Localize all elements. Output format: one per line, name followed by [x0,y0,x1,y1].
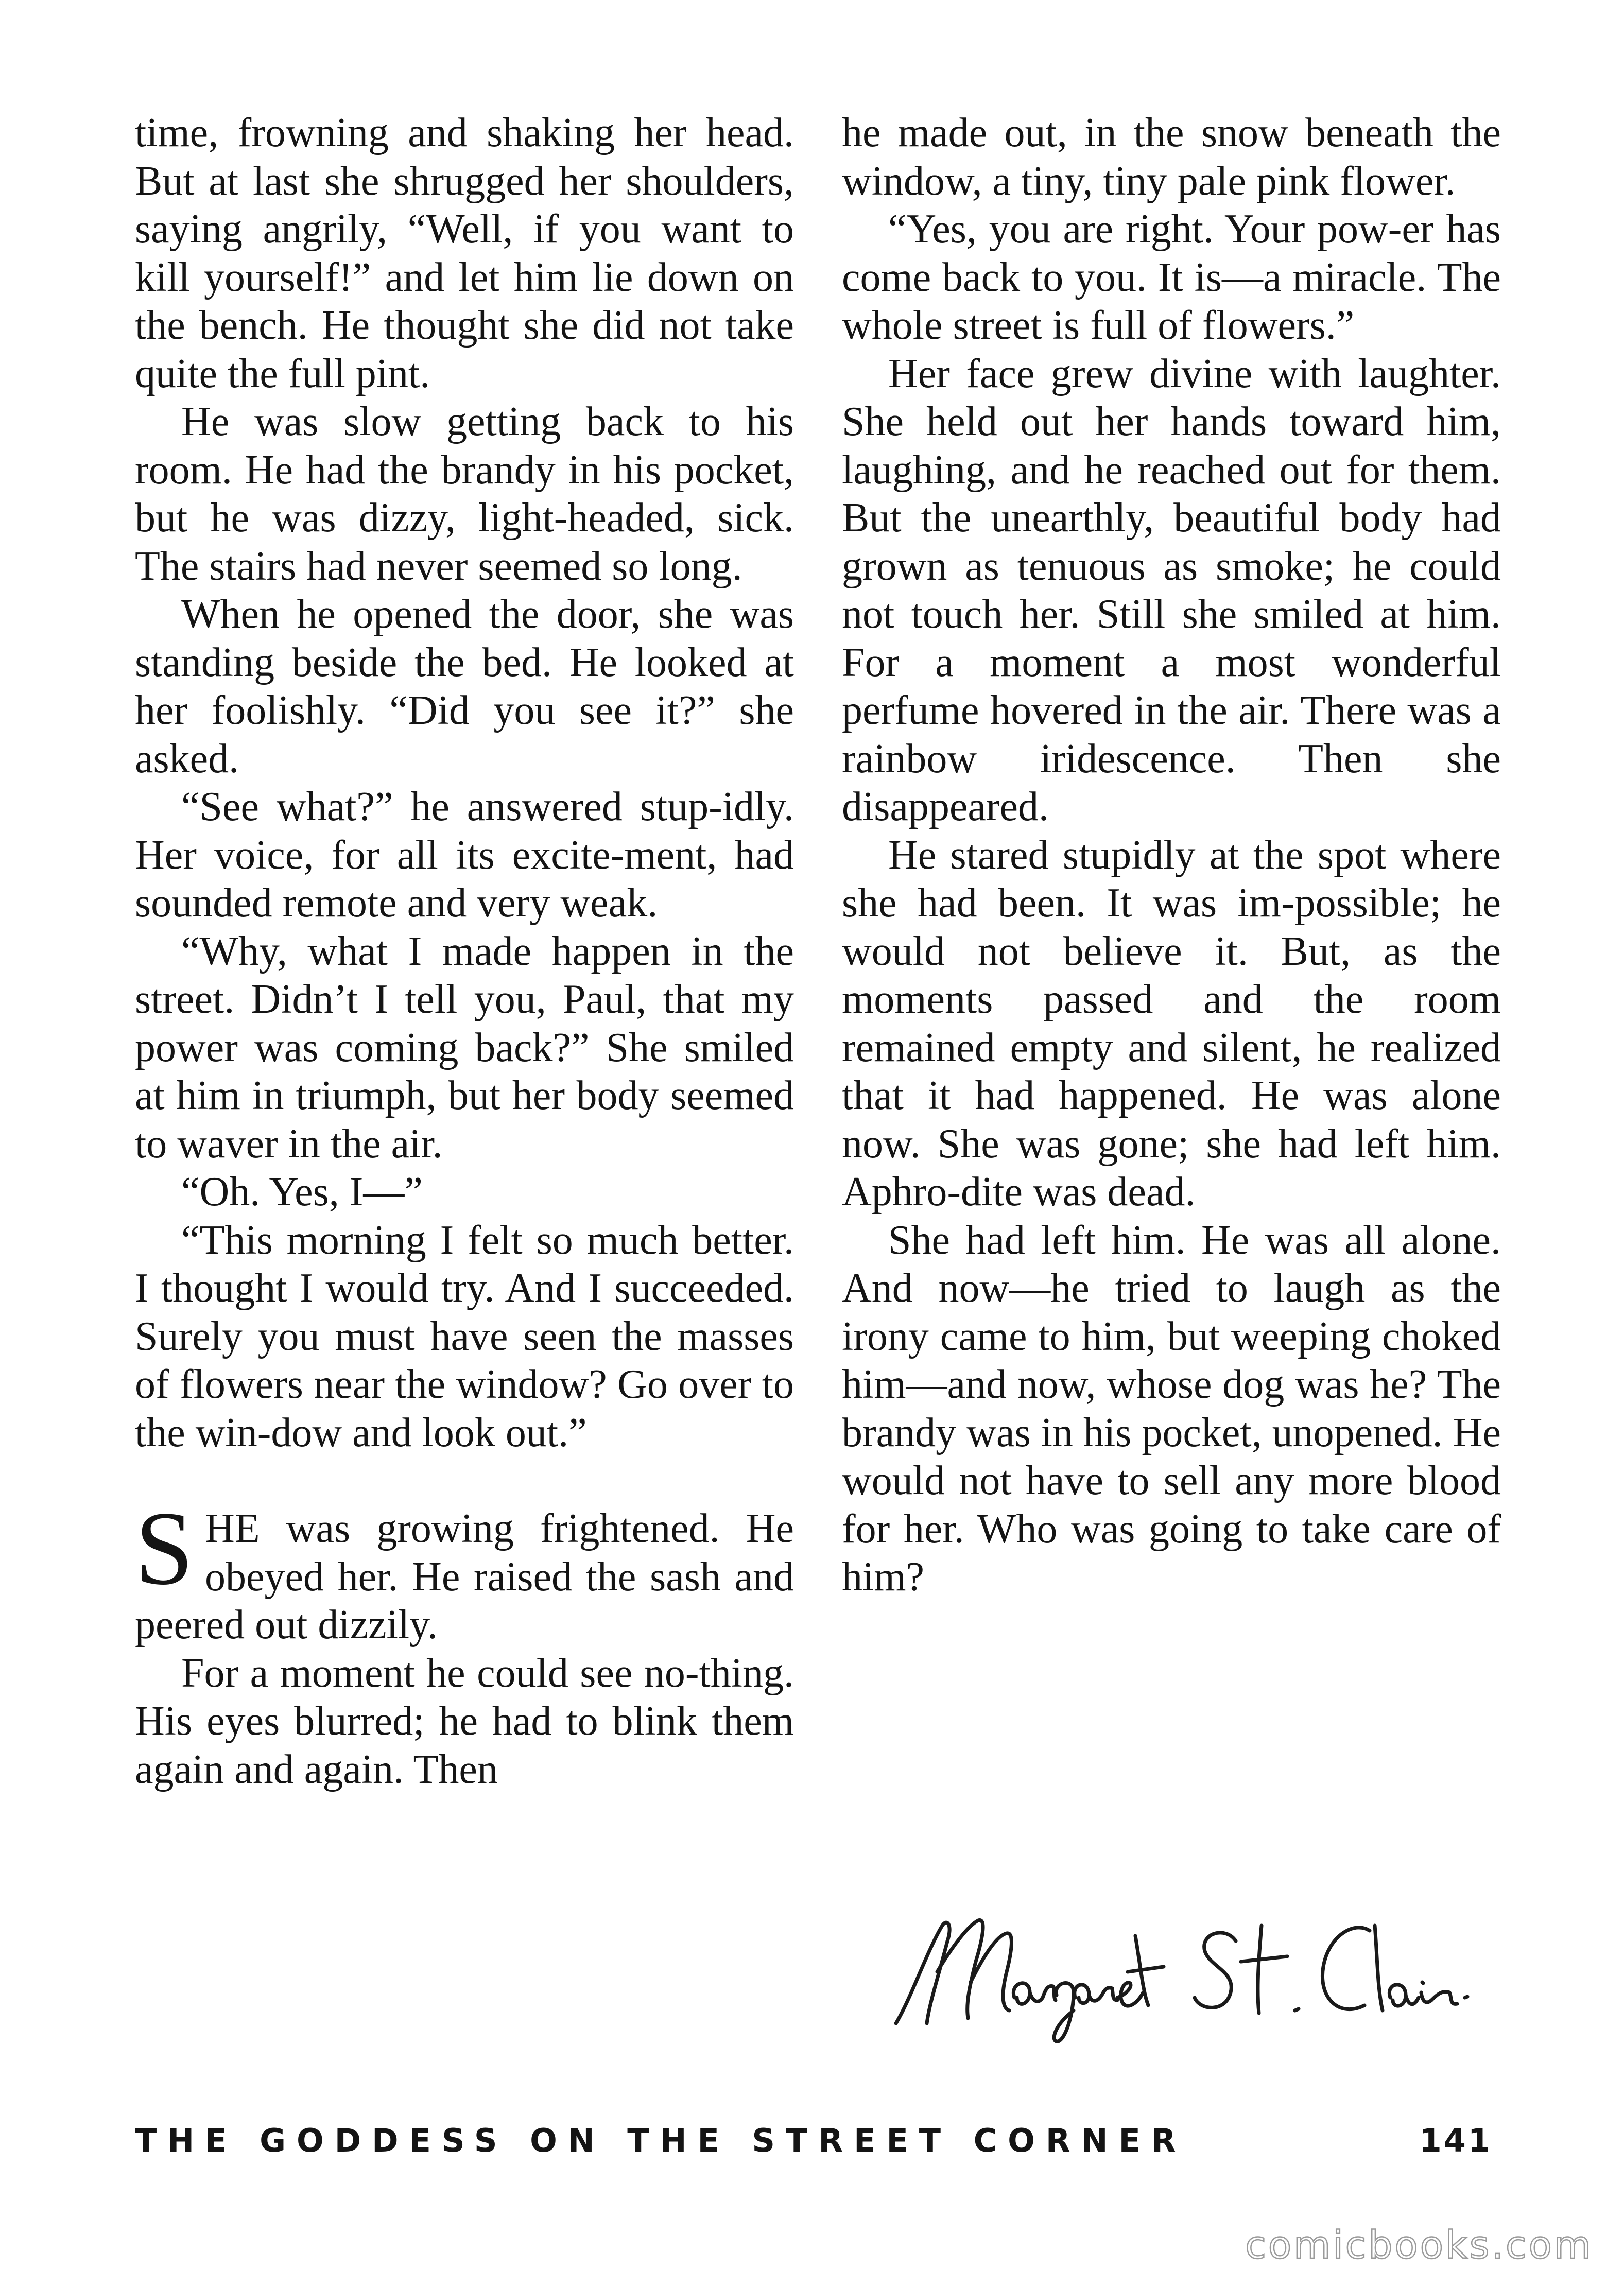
paragraph: For a moment he could see no-thing. His eyes blurred; he had to blink them again and again. Then [135,1650,794,1792]
page-number: 141 [1419,2122,1492,2159]
author-signature [875,1895,1524,2049]
paragraph-text: HE was growing frightened. He obeyed her. He raised the sash and peered out dizzily. [135,1506,794,1648]
paragraph: “This morning I felt so much better. I thought I would try. And I succeeded. Surely you must have seen the masses of flowers near the window? Go over to the win-dow and look out.” [135,1217,794,1455]
paragraph: “Why, what I made happen in the street. Didn’t I tell you, Paul, that my power was coming back?” She smiled at him in triumph, but her body seemed to waver in the air. [135,928,794,1167]
paragraph: time, frowning and shaking her head. But at last she shrugged her shoulders, saying angrily, “Well, if you want to kill yourself!” and let him lie down on the bench. He thought she did not take quite the full pint. [135,110,794,396]
paragraph: She had left him. He was all alone. And now—he tried to laugh as the irony came to him, but weeping choked him—and now, whose dog was he? The brandy was in his pocket, unopened. He would not have to sell any more blood for her. Who was going to take care of him? [842,1217,1501,1600]
paragraph: “See what?” he answered stup-idly. Her voice, for all its excite-ment, had sounded remote and very weak. [135,784,794,926]
drop-cap: S [135,1490,194,1607]
paragraph: “Oh. Yes, I—” [181,1169,423,1215]
paragraph: He stared stupidly at the spot where she had been. It was im-possible; he would not believe it. But, as the moments passed and the room remained empty and silent, he realized that it had happened. He was alone now. She was gone; she had left him. Aphro-dite was dead. [842,832,1501,1215]
right-column [842,109,1501,1602]
left-column [135,109,794,1794]
paragraph: Her face grew divine with laughter. She held out her hands toward him, laughing, and he reached out for them. But the unearthly, beautiful body had grown as tenuous as smoke; he could not touch her. Still she smiled at him. For a moment a most wonderful perfume hovered in the air. There was a rainbow iridescence. Then she disappeared. [842,351,1501,829]
story-title: THE GODDESS ON THE STREET CORNER [135,2122,1187,2159]
paragraph: When he opened the door, she was standing beside the bed. He looked at her foolishly. “Did you see it?” she asked. [135,592,794,782]
running-footer [135,2120,1492,2161]
watermark: comicbooks.com [1245,2223,1593,2267]
paragraph: He was slow getting back to his room. He had the brandy in his pocket, but he was dizzy, light-headed, sick. The stairs had never seemed so long. [135,399,794,589]
section-opening-paragraph [135,1490,794,1650]
paragraph: “Yes, you are right. Your pow-er has come back to you. It is—a miracle. The whole street is full of flowers.” [842,206,1501,348]
paragraph: he made out, in the snow beneath the window, a tiny, tiny pale pink flower. [842,110,1501,204]
